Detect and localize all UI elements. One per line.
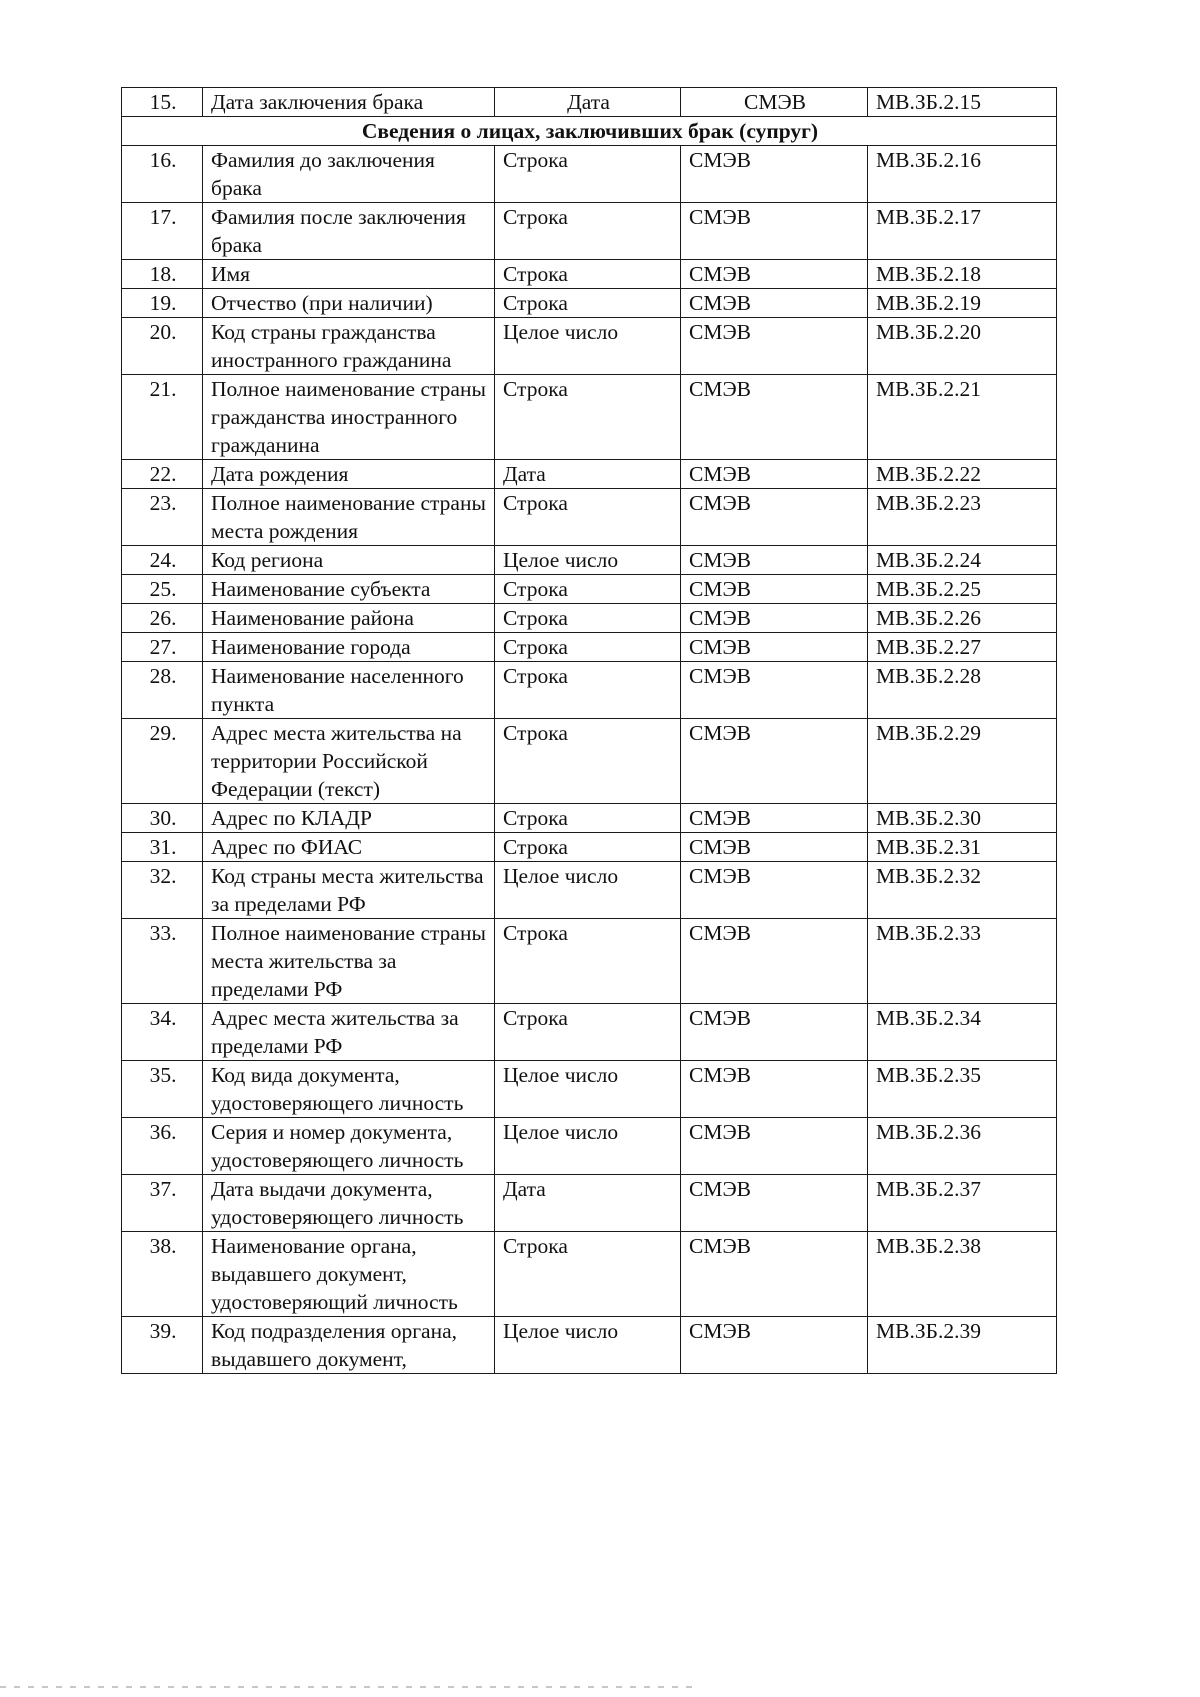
table-row: [122, 833, 1057, 862]
row-attribute-name: Адрес по КЛАДР: [203, 804, 495, 833]
row-attribute-name: Адрес по ФИАС: [203, 833, 495, 862]
row-attribute-name: Полное наименование страны места жительства за пределами РФ: [203, 919, 495, 1004]
row-number: 30.: [122, 804, 203, 833]
row-number: 37.: [122, 1175, 203, 1232]
section-header-row: [122, 117, 1057, 146]
row-data-type: Строка: [495, 375, 681, 460]
row-source: СМЭВ: [681, 546, 868, 575]
row-code: МВ.ЗБ.2.20: [868, 318, 1057, 375]
row-data-type: Строка: [495, 919, 681, 1004]
row-source: СМЭВ: [681, 719, 868, 804]
row-data-type: Целое число: [495, 1317, 681, 1374]
row-number: 18.: [122, 260, 203, 289]
row-data-type: Целое число: [495, 862, 681, 919]
row-source: СМЭВ: [681, 1061, 868, 1118]
row-code: МВ.ЗБ.2.30: [868, 804, 1057, 833]
row-code: МВ.ЗБ.2.25: [868, 575, 1057, 604]
row-attribute-name: Код страны места жительства за пределами РФ: [203, 862, 495, 919]
table-row: [122, 575, 1057, 604]
row-attribute-name: Дата рождения: [203, 460, 495, 489]
table-row: [122, 1175, 1057, 1232]
row-data-type: Строка: [495, 489, 681, 546]
row-source: СМЭВ: [681, 862, 868, 919]
row-data-type: Строка: [495, 260, 681, 289]
table-row: [122, 719, 1057, 804]
row-attribute-name: Наименование района: [203, 604, 495, 633]
row-attribute-name: Код вида документа, удостоверяющего личность: [203, 1061, 495, 1118]
row-code: МВ.ЗБ.2.31: [868, 833, 1057, 862]
row-attribute-name: Наименование органа, выдавшего документ, удостоверяющий личность: [203, 1232, 495, 1317]
row-data-type: Строка: [495, 633, 681, 662]
row-number: 38.: [122, 1232, 203, 1317]
row-attribute-name: Код региона: [203, 546, 495, 575]
row-data-type: Строка: [495, 289, 681, 318]
table-row: [122, 804, 1057, 833]
row-number: 22.: [122, 460, 203, 489]
row-source: СМЭВ: [681, 489, 868, 546]
row-attribute-name: Код подразделения органа, выдавшего документ,: [203, 1317, 495, 1374]
row-attribute-name: Полное наименование страны места рождения: [203, 489, 495, 546]
row-source: СМЭВ: [681, 203, 868, 260]
row-data-type: Целое число: [495, 318, 681, 375]
row-data-type: Строка: [495, 1232, 681, 1317]
table-row: [122, 546, 1057, 575]
row-number: 31.: [122, 833, 203, 862]
table-row: [122, 375, 1057, 460]
row-number: 19.: [122, 289, 203, 318]
row-source: СМЭВ: [681, 833, 868, 862]
scan-artifact: [0, 1686, 700, 1688]
row-number: 26.: [122, 604, 203, 633]
row-source: СМЭВ: [681, 1004, 868, 1061]
row-code: МВ.ЗБ.2.23: [868, 489, 1057, 546]
row-data-type: Строка: [495, 575, 681, 604]
attributes-table: [121, 87, 1057, 1374]
row-source: СМЭВ: [681, 1317, 868, 1374]
row-source: СМЭВ: [681, 375, 868, 460]
row-attribute-name: Наименование населенного пункта: [203, 662, 495, 719]
row-data-type: Строка: [495, 662, 681, 719]
table-row: [122, 662, 1057, 719]
row-attribute-name: Дата выдачи документа, удостоверяющего личность: [203, 1175, 495, 1232]
row-source: СМЭВ: [681, 633, 868, 662]
table-row: [122, 1004, 1057, 1061]
row-code: МВ.ЗБ.2.22: [868, 460, 1057, 489]
row-source: СМЭВ: [681, 1175, 868, 1232]
row-attribute-name: Дата заключения брака: [203, 88, 495, 117]
table-row: [122, 460, 1057, 489]
table-row: [122, 260, 1057, 289]
row-code: МВ.ЗБ.2.29: [868, 719, 1057, 804]
table-row: [122, 1061, 1057, 1118]
table-row: [122, 1118, 1057, 1175]
row-code: МВ.ЗБ.2.36: [868, 1118, 1057, 1175]
row-number: 39.: [122, 1317, 203, 1374]
row-number: 23.: [122, 489, 203, 546]
table-row: [122, 919, 1057, 1004]
row-source: СМЭВ: [681, 575, 868, 604]
row-data-type: Дата: [495, 1175, 681, 1232]
row-number: 28.: [122, 662, 203, 719]
row-code: МВ.ЗБ.2.27: [868, 633, 1057, 662]
row-code: МВ.ЗБ.2.21: [868, 375, 1057, 460]
row-number: 25.: [122, 575, 203, 604]
table-row: [122, 633, 1057, 662]
row-number: 35.: [122, 1061, 203, 1118]
row-attribute-name: Адрес места жительства за пределами РФ: [203, 1004, 495, 1061]
row-code: МВ.ЗБ.2.37: [868, 1175, 1057, 1232]
row-code: МВ.ЗБ.2.28: [868, 662, 1057, 719]
row-number: 15.: [122, 88, 203, 117]
row-code: МВ.ЗБ.2.15: [868, 88, 1057, 117]
row-code: МВ.ЗБ.2.24: [868, 546, 1057, 575]
table-row: [122, 146, 1057, 203]
row-attribute-name: Код страны гражданства иностранного гражданина: [203, 318, 495, 375]
row-code: МВ.ЗБ.2.16: [868, 146, 1057, 203]
row-code: МВ.ЗБ.2.38: [868, 1232, 1057, 1317]
row-attribute-name: Отчество (при наличии): [203, 289, 495, 318]
row-data-type: Целое число: [495, 1118, 681, 1175]
row-code: МВ.ЗБ.2.32: [868, 862, 1057, 919]
table-row: [122, 203, 1057, 260]
row-data-type: Строка: [495, 1004, 681, 1061]
row-number: 32.: [122, 862, 203, 919]
table-row: [122, 1232, 1057, 1317]
row-code: МВ.ЗБ.2.17: [868, 203, 1057, 260]
row-source: СМЭВ: [681, 146, 868, 203]
row-attribute-name: Полное наименование страны гражданства иностранного гражданина: [203, 375, 495, 460]
row-number: 21.: [122, 375, 203, 460]
attributes-table-body: [122, 88, 1057, 1374]
row-attribute-name: Серия и номер документа, удостоверяющего личность: [203, 1118, 495, 1175]
row-attribute-name: Наименование города: [203, 633, 495, 662]
row-data-type: Дата: [495, 460, 681, 489]
table-row: [122, 862, 1057, 919]
row-number: 29.: [122, 719, 203, 804]
table-row: [122, 604, 1057, 633]
row-number: 17.: [122, 203, 203, 260]
row-number: 34.: [122, 1004, 203, 1061]
row-attribute-name: Адрес места жительства на территории Российской Федерации (текст): [203, 719, 495, 804]
table-row: [122, 88, 1057, 117]
row-source: СМЭВ: [681, 804, 868, 833]
row-attribute-name: Имя: [203, 260, 495, 289]
row-source: СМЭВ: [681, 919, 868, 1004]
row-code: МВ.ЗБ.2.35: [868, 1061, 1057, 1118]
row-number: 36.: [122, 1118, 203, 1175]
row-code: МВ.ЗБ.2.34: [868, 1004, 1057, 1061]
row-attribute-name: Фамилия до заключения брака: [203, 146, 495, 203]
row-source: СМЭВ: [681, 460, 868, 489]
row-data-type: Строка: [495, 203, 681, 260]
table-row: [122, 1317, 1057, 1374]
row-data-type: Строка: [495, 833, 681, 862]
row-data-type: Строка: [495, 719, 681, 804]
row-attribute-name: Фамилия после заключения брака: [203, 203, 495, 260]
row-data-type: Строка: [495, 804, 681, 833]
row-data-type: Строка: [495, 146, 681, 203]
row-source: СМЭВ: [681, 260, 868, 289]
row-code: МВ.ЗБ.2.19: [868, 289, 1057, 318]
row-data-type: Строка: [495, 604, 681, 633]
table-row: [122, 489, 1057, 546]
row-number: 20.: [122, 318, 203, 375]
row-source: СМЭВ: [681, 662, 868, 719]
row-code: МВ.ЗБ.2.39: [868, 1317, 1057, 1374]
row-number: 24.: [122, 546, 203, 575]
row-number: 16.: [122, 146, 203, 203]
row-data-type: Целое число: [495, 546, 681, 575]
row-source: СМЭВ: [681, 289, 868, 318]
row-attribute-name: Наименование субъекта: [203, 575, 495, 604]
row-number: 27.: [122, 633, 203, 662]
row-source: СМЭВ: [681, 604, 868, 633]
row-data-type: Дата: [495, 88, 681, 117]
row-number: 33.: [122, 919, 203, 1004]
row-source: СМЭВ: [681, 1232, 868, 1317]
row-source: СМЭВ: [681, 88, 868, 117]
table-row: [122, 289, 1057, 318]
row-data-type: Целое число: [495, 1061, 681, 1118]
row-code: МВ.ЗБ.2.33: [868, 919, 1057, 1004]
row-code: МВ.ЗБ.2.26: [868, 604, 1057, 633]
row-source: СМЭВ: [681, 1118, 868, 1175]
row-code: МВ.ЗБ.2.18: [868, 260, 1057, 289]
section-title: Сведения о лицах, заключивших брак (супруг): [122, 117, 1057, 146]
table-row: [122, 318, 1057, 375]
row-source: СМЭВ: [681, 318, 868, 375]
